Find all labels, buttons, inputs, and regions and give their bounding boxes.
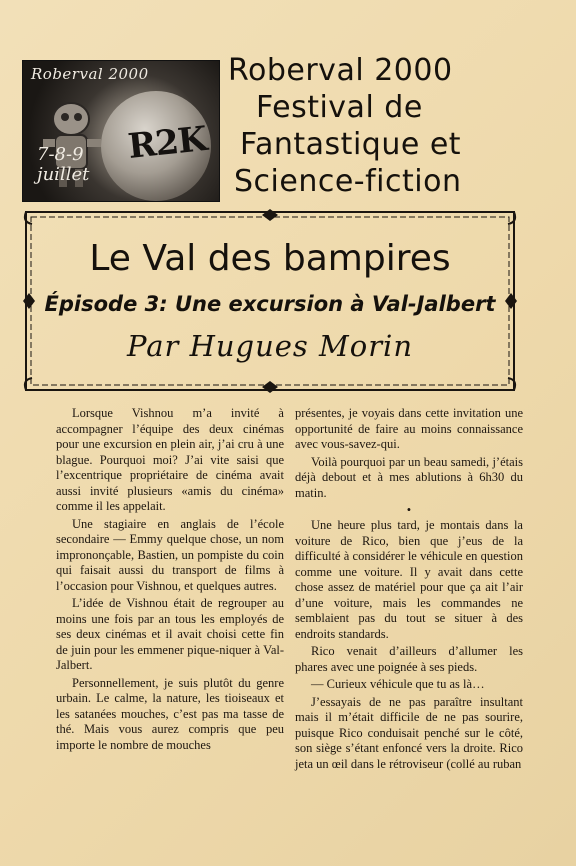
left-column [56, 406, 284, 755]
festival-title-line: Science-fiction [234, 164, 462, 199]
paragraph: Rico venait d’ailleurs d’allumer les phares avec une poignée à ses pieds. [295, 644, 523, 674]
paragraph: Voilà pourquoi par un beau samedi, j’étais déjà debout et à mes ablutions à 6h30 du matin. [295, 454, 523, 500]
logo-top-text: Roberval 2000 [31, 65, 149, 83]
festival-title-line: Fantastique et [240, 127, 462, 162]
paragraph: Une stagiaire en anglais de l’école secondaire — Emmy quelque chose, un nom imprononçable, Bastien, un pompiste du coin qui faisait aussi du transport de films à l’occasion pour Vishnou, et quelques autres. [56, 516, 284, 593]
logo-dates [37, 145, 89, 185]
dialogue-line: — Curieux véhicule que tu as là… [311, 677, 485, 691]
logo-badge: R2K [126, 119, 209, 167]
paragraph: L’idée de Vishnou était de regrouper au moins une fois par an tous les employés de ses deux cinémas et il avait choisi cette fin de juin pour les emmener pique-niquer à Val-Jalbert. [56, 596, 284, 672]
right-column [295, 406, 523, 774]
paragraph: Personnellement, je suis plutôt du genre urbain. Le calme, la nature, les tioiseaux et les satanées mouches, c’est pas ma tasse de thé. Mais vous aurez compris que peu importe le nombre de mouches [56, 675, 284, 752]
episode-subtitle: Épisode 3: Une excursion à Val-Jalbert [44, 292, 496, 316]
story-title-frame [22, 208, 518, 394]
section-separator: • [406, 503, 412, 517]
author-byline: Par Hugues Morin [126, 329, 414, 363]
paragraph: J’essayais de ne pas paraître insultant mais il m’était difficile de ne pas sourire, puisque Rico conduisait penché sur le côté, son siège s’étant enfoncé vers la droite. Rico jeta un œil dans le rétroviseur (collé au ruban [295, 694, 523, 771]
festival-logo [22, 60, 220, 202]
festival-title-line: Festival de [256, 90, 423, 125]
paragraph: présentes, je voyais dans cette invitation une opportunité de faire au moins connaissance avec vous-savez-qui. [295, 406, 523, 451]
logo-dates-days: 7-8-9 [37, 144, 84, 165]
festival-title-line: Roberval 2000 [228, 53, 453, 88]
logo-dates-month: juillet [37, 164, 90, 185]
paragraph: Lorsque Vishnou m’a invité à accompagner l’équipe des deux cinémas pour une excursion en plein air, j’ai cru à une blague. Pourquoi moi? J’ai vite saisi que l’excentrique propriétaire de cinéma avait aussi invité plusieurs «amis du cinéma» comme il les appelait. [56, 406, 284, 513]
story-title: Le Val des bampires [89, 238, 451, 279]
paragraph: Une heure plus tard, je montais dans la voiture de Rico, bien que j’eus de la difficulté à considérer le véhicule en question comme une voiture. Il y avait dans cette chose assez de matériel pour que ça ait l’air d’une voiture, mais les commandes ne semblaient pas du tout se situer à des endroits standards. [295, 518, 523, 641]
festival-title [228, 52, 528, 200]
